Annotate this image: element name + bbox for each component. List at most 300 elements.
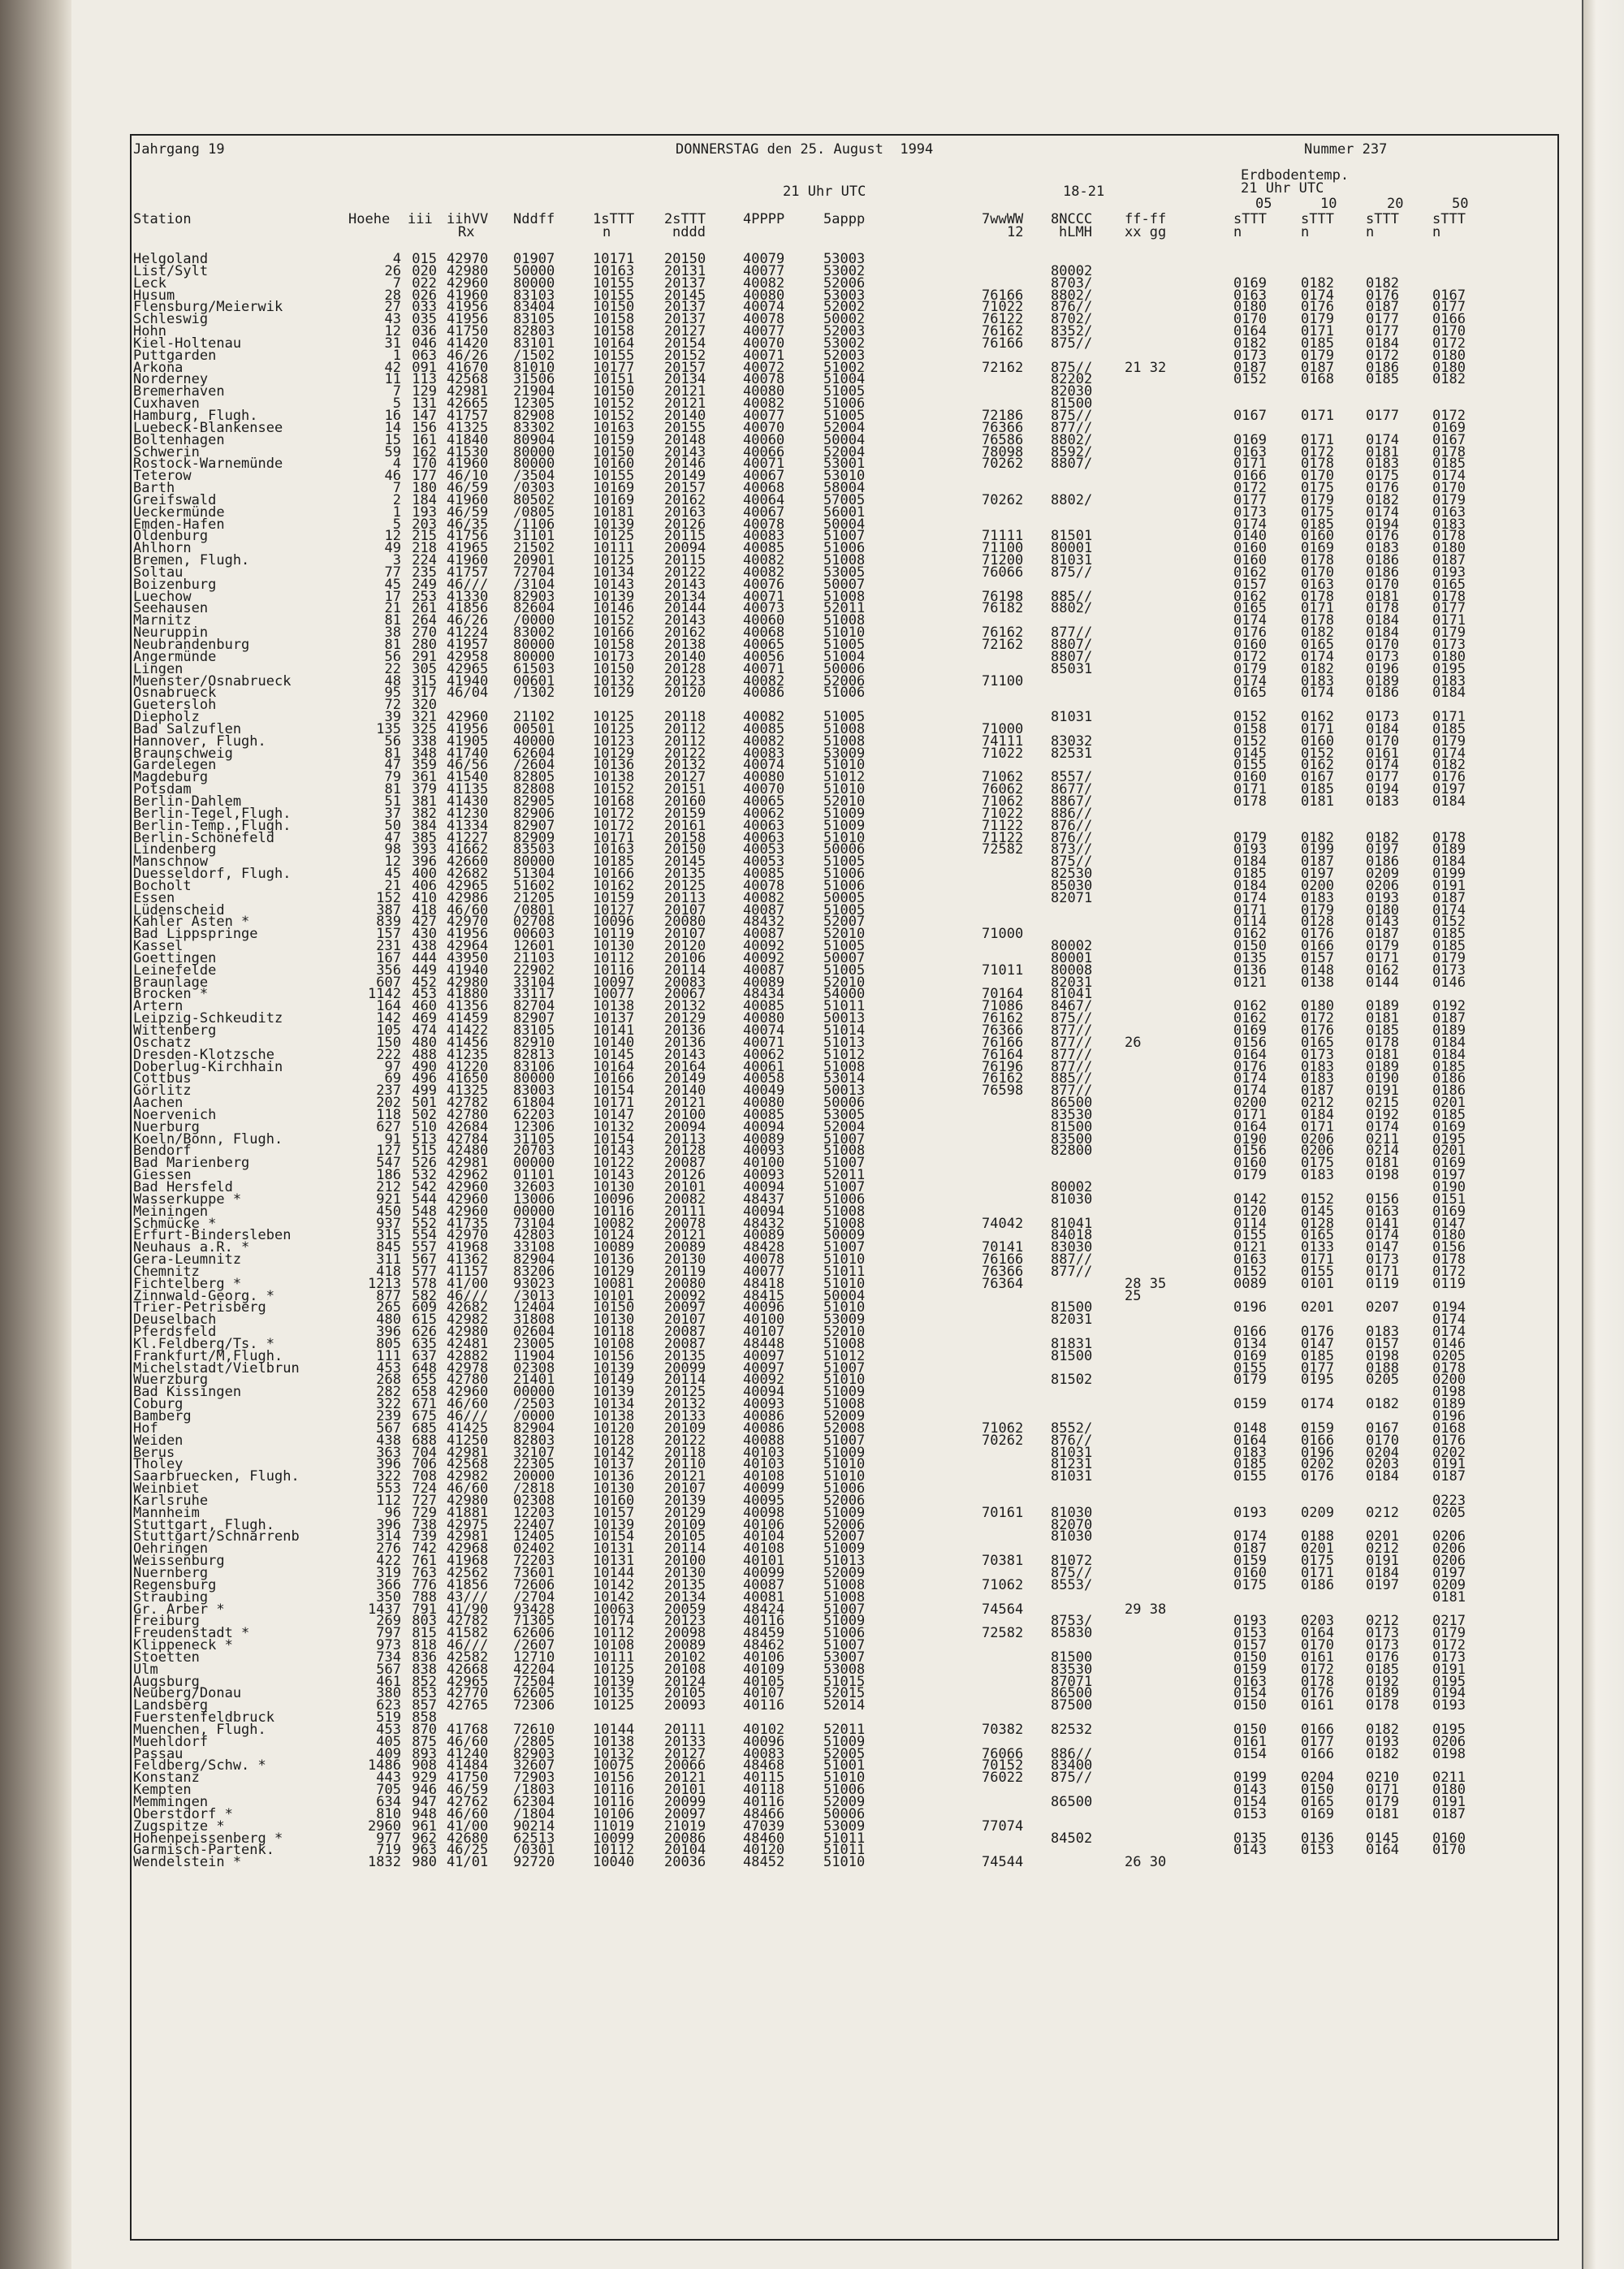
cell-1st: 10136 (593, 1251, 635, 1268)
cell-8nc: 86500 (1051, 1685, 1093, 1702)
cell-s20: 0170 (1366, 576, 1399, 593)
cell-2st: 20089 (664, 1637, 706, 1654)
cell-s05: 0120 (1233, 1203, 1267, 1220)
cell-7ww: 71022 (982, 745, 1024, 762)
cell-s05: 0154 (1233, 1685, 1267, 1702)
cell-s50: 0178 (1432, 1359, 1466, 1377)
cell-iihvv: 41425 (447, 1420, 489, 1437)
cell-4pp: 40082 (743, 889, 785, 906)
cell-8nc: 81031 (1051, 552, 1093, 569)
cell-4pp: 40058 (743, 1070, 785, 1087)
cell-iihvv: 42980 (447, 1324, 489, 1341)
cell-iihvv: 46/// (447, 1637, 489, 1654)
cell-hoehe: 705 (376, 1782, 401, 1799)
cell-5ap: 51011 (823, 1263, 866, 1280)
cell-station: Zugspitze * (133, 1817, 225, 1835)
cell-iihvv: 41/90 (447, 1601, 489, 1618)
cell-hoehe: 45 (384, 576, 401, 593)
cell-ndd: /3104 (513, 576, 555, 593)
cell-s20: 0167 (1366, 1420, 1399, 1437)
book-binding-right (1582, 0, 1624, 2269)
cell-station: Leinefelde (133, 962, 217, 979)
cell-station: Seehausen (133, 600, 209, 617)
cell-s50: 0178 (1432, 528, 1466, 545)
cell-iihvv: 41840 (447, 431, 489, 448)
cell-s10: 0176 (1301, 1468, 1334, 1485)
cell-station: Goettingen (133, 949, 217, 966)
cell-s10: 0169 (1301, 1805, 1334, 1822)
cell-iii: 542 (412, 1178, 437, 1195)
cell-station: Wittenberg (133, 1022, 217, 1039)
cell-s20: 0182 (1366, 1745, 1399, 1762)
cell-ndd: 12404 (513, 1299, 555, 1316)
cell-5ap: 51005 (823, 709, 866, 726)
cell-4pp: 40080 (743, 769, 785, 786)
cell-4pp: 40082 (743, 733, 785, 750)
cell-4pp: 40053 (743, 854, 785, 871)
cell-s20: 0156 (1366, 1191, 1399, 1208)
cell-s50: 0186 (1432, 1083, 1466, 1100)
cell-iii: 046 (412, 335, 437, 352)
col-7wwww: 7wwWW (982, 211, 1024, 227)
cell-hoehe: 26 (384, 262, 401, 279)
cell-hoehe: 16 (384, 407, 401, 424)
cell-5ap: 53002 (823, 335, 866, 352)
cell-2st: 20132 (664, 998, 706, 1015)
cell-8nc: 87071 (1051, 1673, 1093, 1690)
cell-8nc: 81500 (1051, 1299, 1093, 1316)
cell-5ap: 51010 (823, 1275, 866, 1292)
cell-s10: 0182 (1301, 274, 1334, 292)
cell-hoehe: 547 (376, 1155, 401, 1172)
cell-station: Gardelegen (133, 757, 217, 774)
cell-5ap: 50005 (823, 889, 866, 906)
cell-iihvv: 42980 (447, 1492, 489, 1509)
cell-iii: 381 (412, 793, 437, 810)
cell-4pp: 40077 (743, 262, 785, 279)
cell-iii: 427 (412, 914, 437, 931)
cell-s05: 0157 (1233, 576, 1267, 593)
cell-2st: 20124 (664, 1673, 706, 1690)
cell-hoehe: 5 (392, 516, 401, 533)
cell-s20: 0181 (1366, 1010, 1399, 1027)
cell-8nc: 80008 (1051, 962, 1093, 979)
cell-s50: 0178 (1432, 588, 1466, 605)
cell-iihvv: 41956 (447, 311, 489, 328)
cell-hoehe: 282 (376, 1384, 401, 1401)
cell-hoehe: 350 (376, 1588, 401, 1606)
cell-5ap: 50004 (823, 516, 866, 533)
cell-iii: 156 (412, 419, 437, 436)
cell-s20: 0193 (1366, 1733, 1399, 1750)
cell-s10: 0212 (1301, 1095, 1334, 1112)
cell-8nc: 81072 (1051, 1553, 1093, 1570)
cell-iihvv: 46/60 (447, 1805, 489, 1822)
cell-1st: 10134 (593, 564, 635, 581)
cell-s05: 0164 (1233, 1432, 1267, 1449)
cell-iii: 532 (412, 1167, 437, 1184)
cell-ndd: 61503 (513, 660, 555, 677)
col-5appp: 5appp (823, 211, 866, 227)
cell-ndd: 72306 (513, 1697, 555, 1714)
cell-ndd: 00501 (513, 720, 555, 737)
cell-4pp: 40082 (743, 552, 785, 569)
cell-ndd: 61804 (513, 1095, 555, 1112)
cell-5ap: 51010 (823, 625, 866, 642)
cell-1st: 10166 (593, 866, 635, 883)
cell-station: Nuerburg (133, 1118, 200, 1135)
cell-ndd: 83003 (513, 1083, 555, 1100)
cell-s50: 0181 (1432, 1588, 1466, 1606)
cell-s05: 0155 (1233, 1359, 1267, 1377)
cell-s20: 0119 (1366, 1275, 1399, 1292)
cell-ndd: 22407 (513, 1516, 555, 1533)
cell-s50: 0197 (1432, 781, 1466, 798)
cell-iii: 502 (412, 1106, 437, 1123)
cell-5ap: 53003 (823, 287, 866, 304)
cell-1st: 10158 (593, 311, 635, 328)
cell-1st: 10172 (593, 805, 635, 822)
cell-hoehe: 239 (376, 1408, 401, 1424)
cell-8nc: 82030 (1051, 383, 1093, 400)
cell-ndd: 83002 (513, 625, 555, 642)
cell-s50: 0178 (1432, 1251, 1466, 1268)
cell-4pp: 40107 (743, 1324, 785, 1341)
cell-iii: 026 (412, 287, 437, 304)
cell-s20: 0178 (1366, 600, 1399, 617)
cell-1st: 10150 (593, 299, 635, 316)
cell-2st: 20145 (664, 287, 706, 304)
cell-s50: 0191 (1432, 1661, 1466, 1678)
cell-station: Neuhaus a.R. * (133, 1239, 250, 1256)
cell-4pp: 40066 (743, 443, 785, 460)
cell-2st: 20125 (664, 877, 706, 894)
cell-station: Memmingen (133, 1794, 209, 1810)
cell-ndd: /0301 (513, 1842, 555, 1859)
cell-iii: 177 (412, 468, 437, 485)
cell-1st: 10152 (593, 395, 635, 413)
cell-s50: 0174 (1432, 1312, 1466, 1329)
cell-s05: 0163 (1233, 287, 1267, 304)
cell-7ww: 72162 (982, 359, 1024, 376)
cell-8nc: 82532 (1051, 1721, 1093, 1738)
cell-station: Lingen (133, 660, 184, 677)
cell-station: Bremen, Flugh. (133, 552, 250, 569)
cell-s05: 0182 (1233, 335, 1267, 352)
cell-4pp: 40094 (743, 1203, 785, 1220)
cell-station: Stuttgart, Flugh. (133, 1516, 274, 1533)
cell-5ap: 51012 (823, 1046, 866, 1063)
cell-hoehe: 396 (376, 1456, 401, 1473)
cell-1st: 10075 (593, 1757, 635, 1774)
cell-iii: 724 (412, 1480, 437, 1498)
cell-s05: 0153 (1233, 1805, 1267, 1822)
cell-iihvv: 42980 (447, 974, 489, 991)
cell-station: Landsberg (133, 1697, 209, 1714)
cell-5ap: 52009 (823, 1794, 866, 1810)
cell-4pp: 40093 (743, 1143, 785, 1160)
cell-2st: 20119 (664, 1263, 706, 1280)
cell-iii: 893 (412, 1745, 437, 1762)
cell-4pp: 48432 (743, 1215, 785, 1232)
cell-station: Fuerstenfeldbruck (133, 1709, 274, 1727)
cell-ndd: 83105 (513, 311, 555, 328)
cell-station: Stoetten (133, 1649, 200, 1666)
cell-station: Bad Kissingen (133, 1384, 242, 1401)
cell-hoehe: 81 (384, 781, 401, 798)
cell-hoehe: 47 (384, 757, 401, 774)
cell-iihvv: 42965 (447, 877, 489, 894)
cell-iii: 496 (412, 1070, 437, 1087)
cell-5ap: 51006 (823, 1480, 866, 1498)
cell-s20: 0197 (1366, 841, 1399, 858)
cell-station: Duesseldorf, Flugh. (133, 866, 292, 883)
cell-1st: 10099 (593, 1830, 635, 1847)
cell-s20: 0170 (1366, 1432, 1399, 1449)
cell-s20: 0189 (1366, 1058, 1399, 1075)
cell-ndd: 93428 (513, 1601, 555, 1618)
cell-s20: 0161 (1366, 745, 1399, 762)
cell-ndd: 00000 (513, 1155, 555, 1172)
cell-hoehe: 167 (376, 949, 401, 966)
cell-1st: 10164 (593, 335, 635, 352)
cell-station: Norderney (133, 371, 209, 388)
cell-iihvv: 42978 (447, 1359, 489, 1377)
cell-5ap: 51006 (823, 877, 866, 894)
cell-s10: 0175 (1301, 1553, 1334, 1570)
cell-1st: 10108 (593, 1637, 635, 1654)
cell-s50: 0185 (1432, 456, 1466, 473)
cell-2st: 20112 (664, 733, 706, 750)
cell-s05: 0172 (1233, 480, 1267, 497)
cell-s20: 0174 (1366, 1227, 1399, 1244)
cell-s20: 0190 (1366, 1070, 1399, 1087)
cell-7ww: 71062 (982, 1420, 1024, 1437)
cell-7ww: 76364 (982, 1275, 1024, 1292)
cell-iii: 510 (412, 1118, 437, 1135)
cell-7ww: 76162 (982, 625, 1024, 642)
cell-s10: 0176 (1301, 1685, 1334, 1702)
cell-station: Weissenburg (133, 1553, 225, 1570)
cell-5ap: 51008 (823, 588, 866, 605)
cell-iihvv: 46/60 (447, 1733, 489, 1750)
cell-7ww: 76122 (982, 311, 1024, 328)
cell-iihvv: 41881 (447, 1504, 489, 1521)
cell-s50: 0165 (1432, 576, 1466, 593)
cell-station: Greifswald (133, 491, 217, 508)
cell-iihvv: 41735 (447, 1215, 489, 1232)
col-2sttt-sub: nddd (672, 224, 706, 240)
cell-iii: 113 (412, 371, 437, 388)
table-row (133, 1856, 1546, 1869)
cell-8nc: 875// (1051, 359, 1093, 376)
cell-s20: 0184 (1366, 1468, 1399, 1485)
cell-7ww: 71062 (982, 793, 1024, 810)
cell-7ww: 70262 (982, 1432, 1024, 1449)
cell-iihvv: 46/04 (447, 685, 489, 702)
cell-s20: 0176 (1366, 1649, 1399, 1666)
cell-4pp: 40061 (743, 1058, 785, 1075)
cell-1st: 10171 (593, 829, 635, 846)
cell-8nc: 8557/ (1051, 769, 1093, 786)
cell-4pp: 40096 (743, 1733, 785, 1750)
cell-7ww: 71122 (982, 829, 1024, 846)
cell-iihvv: 41960 (447, 491, 489, 508)
cell-1st: 10155 (593, 347, 635, 364)
cell-4pp: 40098 (743, 1504, 785, 1521)
cell-iihvv: 42981 (447, 383, 489, 400)
cell-iihvv: 42958 (447, 648, 489, 665)
cell-2st: 20118 (664, 1444, 706, 1461)
cell-ndd: 71305 (513, 1613, 555, 1630)
cell-s05: 0160 (1233, 769, 1267, 786)
cell-iii: 162 (412, 443, 437, 460)
cell-5ap: 51010 (823, 829, 866, 846)
cell-8nc: 81502 (1051, 1372, 1093, 1389)
cell-station: Passau (133, 1745, 184, 1762)
cell-station: Kiel-Holtenau (133, 335, 242, 352)
cell-station: Schwerin (133, 443, 200, 460)
cell-5ap: 52011 (823, 1167, 866, 1184)
cell-4pp: 40082 (743, 672, 785, 689)
cell-2st: 20126 (664, 1167, 706, 1184)
cell-s20: 0180 (1366, 901, 1399, 918)
cell-1st: 10123 (593, 733, 635, 750)
cell-2st: 20152 (664, 347, 706, 364)
cell-ndd: 50000 (513, 262, 555, 279)
cell-ndd: 20901 (513, 552, 555, 569)
cell-ndd: /0000 (513, 1408, 555, 1424)
cell-s50: 0197 (1432, 1564, 1466, 1581)
cell-iii: 578 (412, 1275, 437, 1292)
cell-hoehe: 186 (376, 1167, 401, 1184)
cell-s20: 0186 (1366, 685, 1399, 702)
cell-1st: 10142 (593, 1588, 635, 1606)
cell-2st: 20160 (664, 793, 706, 810)
cell-7ww: 76166 (982, 335, 1024, 352)
cell-5ap: 52010 (823, 926, 866, 943)
cell-s10: 0199 (1301, 841, 1334, 858)
cell-5ap: 50002 (823, 311, 866, 328)
cell-iii: 727 (412, 1492, 437, 1509)
cell-s50: 0177 (1432, 600, 1466, 617)
cell-hoehe: 105 (376, 1022, 401, 1039)
cell-4pp: 40071 (743, 588, 785, 605)
cell-s05: 0150 (1233, 1649, 1267, 1666)
cell-iii: 688 (412, 1432, 437, 1449)
cell-1st: 10143 (593, 576, 635, 593)
cell-iihvv: 41956 (447, 720, 489, 737)
cell-7ww: 76182 (982, 600, 1024, 617)
cell-5ap: 51005 (823, 901, 866, 918)
cell-s05: 0155 (1233, 1468, 1267, 1485)
book-binding-left (0, 0, 71, 2269)
cell-8nc: 875// (1051, 854, 1093, 871)
cell-iihvv: 46/60 (447, 1396, 489, 1413)
cell-5ap: 52004 (823, 1118, 866, 1135)
cell-2st: 20137 (664, 274, 706, 292)
cell-5ap: 51007 (823, 1239, 866, 1256)
cell-4pp: 40071 (743, 347, 785, 364)
cell-s10: 0171 (1301, 407, 1334, 424)
cell-ndd: 82805 (513, 769, 555, 786)
cell-hoehe: 202 (376, 1095, 401, 1112)
cell-s20: 0181 (1366, 588, 1399, 605)
cell-iii: 501 (412, 1095, 437, 1112)
cell-1st: 10185 (593, 854, 635, 871)
cell-s05: 0169 (1233, 431, 1267, 448)
cell-2st: 20127 (664, 323, 706, 340)
cell-s10: 0150 (1301, 1782, 1334, 1799)
cell-8nc: 876// (1051, 299, 1093, 316)
cell-iihvv: 41/00 (447, 1275, 489, 1292)
cell-5ap: 51008 (823, 1396, 866, 1413)
cell-station: Bendorf (133, 1143, 192, 1160)
cell-5ap: 51010 (823, 757, 866, 774)
cell-iii: 315 (412, 672, 437, 689)
cell-7ww: 71100 (982, 672, 1024, 689)
cell-s05: 0156 (1233, 1034, 1267, 1051)
cell-2st: 20125 (664, 1384, 706, 1401)
cell-7ww: 76198 (982, 588, 1024, 605)
cell-s05: 0169 (1233, 1347, 1267, 1364)
cell-2st: 20036 (664, 1854, 706, 1871)
cell-1st: 10116 (593, 1203, 635, 1220)
cell-s50: 0170 (1432, 1842, 1466, 1859)
cell-ndd: 51602 (513, 877, 555, 894)
cell-s05: 0193 (1233, 1504, 1267, 1521)
cell-iihvv: 42980 (447, 262, 489, 279)
cell-5ap: 51006 (823, 1625, 866, 1642)
cell-station: Essen (133, 889, 175, 906)
cell-s05: 0159 (1233, 1396, 1267, 1413)
cell-s10: 0148 (1301, 962, 1334, 979)
cell-ndd: /2607 (513, 1637, 555, 1654)
cell-s05: 0164 (1233, 1118, 1267, 1135)
cell-iii: 400 (412, 866, 437, 883)
cell-iii: 635 (412, 1335, 437, 1352)
cell-5ap: 51002 (823, 359, 866, 376)
cell-5ap: 51005 (823, 962, 866, 979)
cell-s50: 0183 (1432, 672, 1466, 689)
cell-2st: 20134 (664, 371, 706, 388)
cell-ndd: 21401 (513, 1372, 555, 1389)
cell-2st: 21019 (664, 1817, 706, 1835)
cell-ndd: 62513 (513, 1830, 555, 1847)
cell-2st: 20151 (664, 781, 706, 798)
col-hoehe: Hoehe (348, 211, 391, 227)
cell-hoehe: 17 (384, 588, 401, 605)
cell-1st: 10136 (593, 757, 635, 774)
cell-ndd: 32603 (513, 1178, 555, 1195)
cell-s20: 0207 (1366, 1299, 1399, 1316)
cell-iihvv: 41540 (447, 769, 489, 786)
cell-s20: 0174 (1366, 431, 1399, 448)
cell-4pp: 40080 (743, 1095, 785, 1112)
cell-5ap: 51008 (823, 1335, 866, 1352)
cell-s10: 0195 (1301, 1372, 1334, 1389)
cell-5ap: 53005 (823, 564, 866, 581)
cell-s50: 0223 (1432, 1492, 1466, 1509)
cell-station: Emden-Hafen (133, 516, 225, 533)
cell-2st: 20143 (664, 576, 706, 593)
cell-s05: 0193 (1233, 1613, 1267, 1630)
cell-s10: 0128 (1301, 1215, 1334, 1232)
cell-7ww: 71062 (982, 769, 1024, 786)
col-ffff: ff-ff (1125, 211, 1167, 227)
cell-1st: 10130 (593, 1312, 635, 1329)
cell-s20: 0157 (1366, 1335, 1399, 1352)
